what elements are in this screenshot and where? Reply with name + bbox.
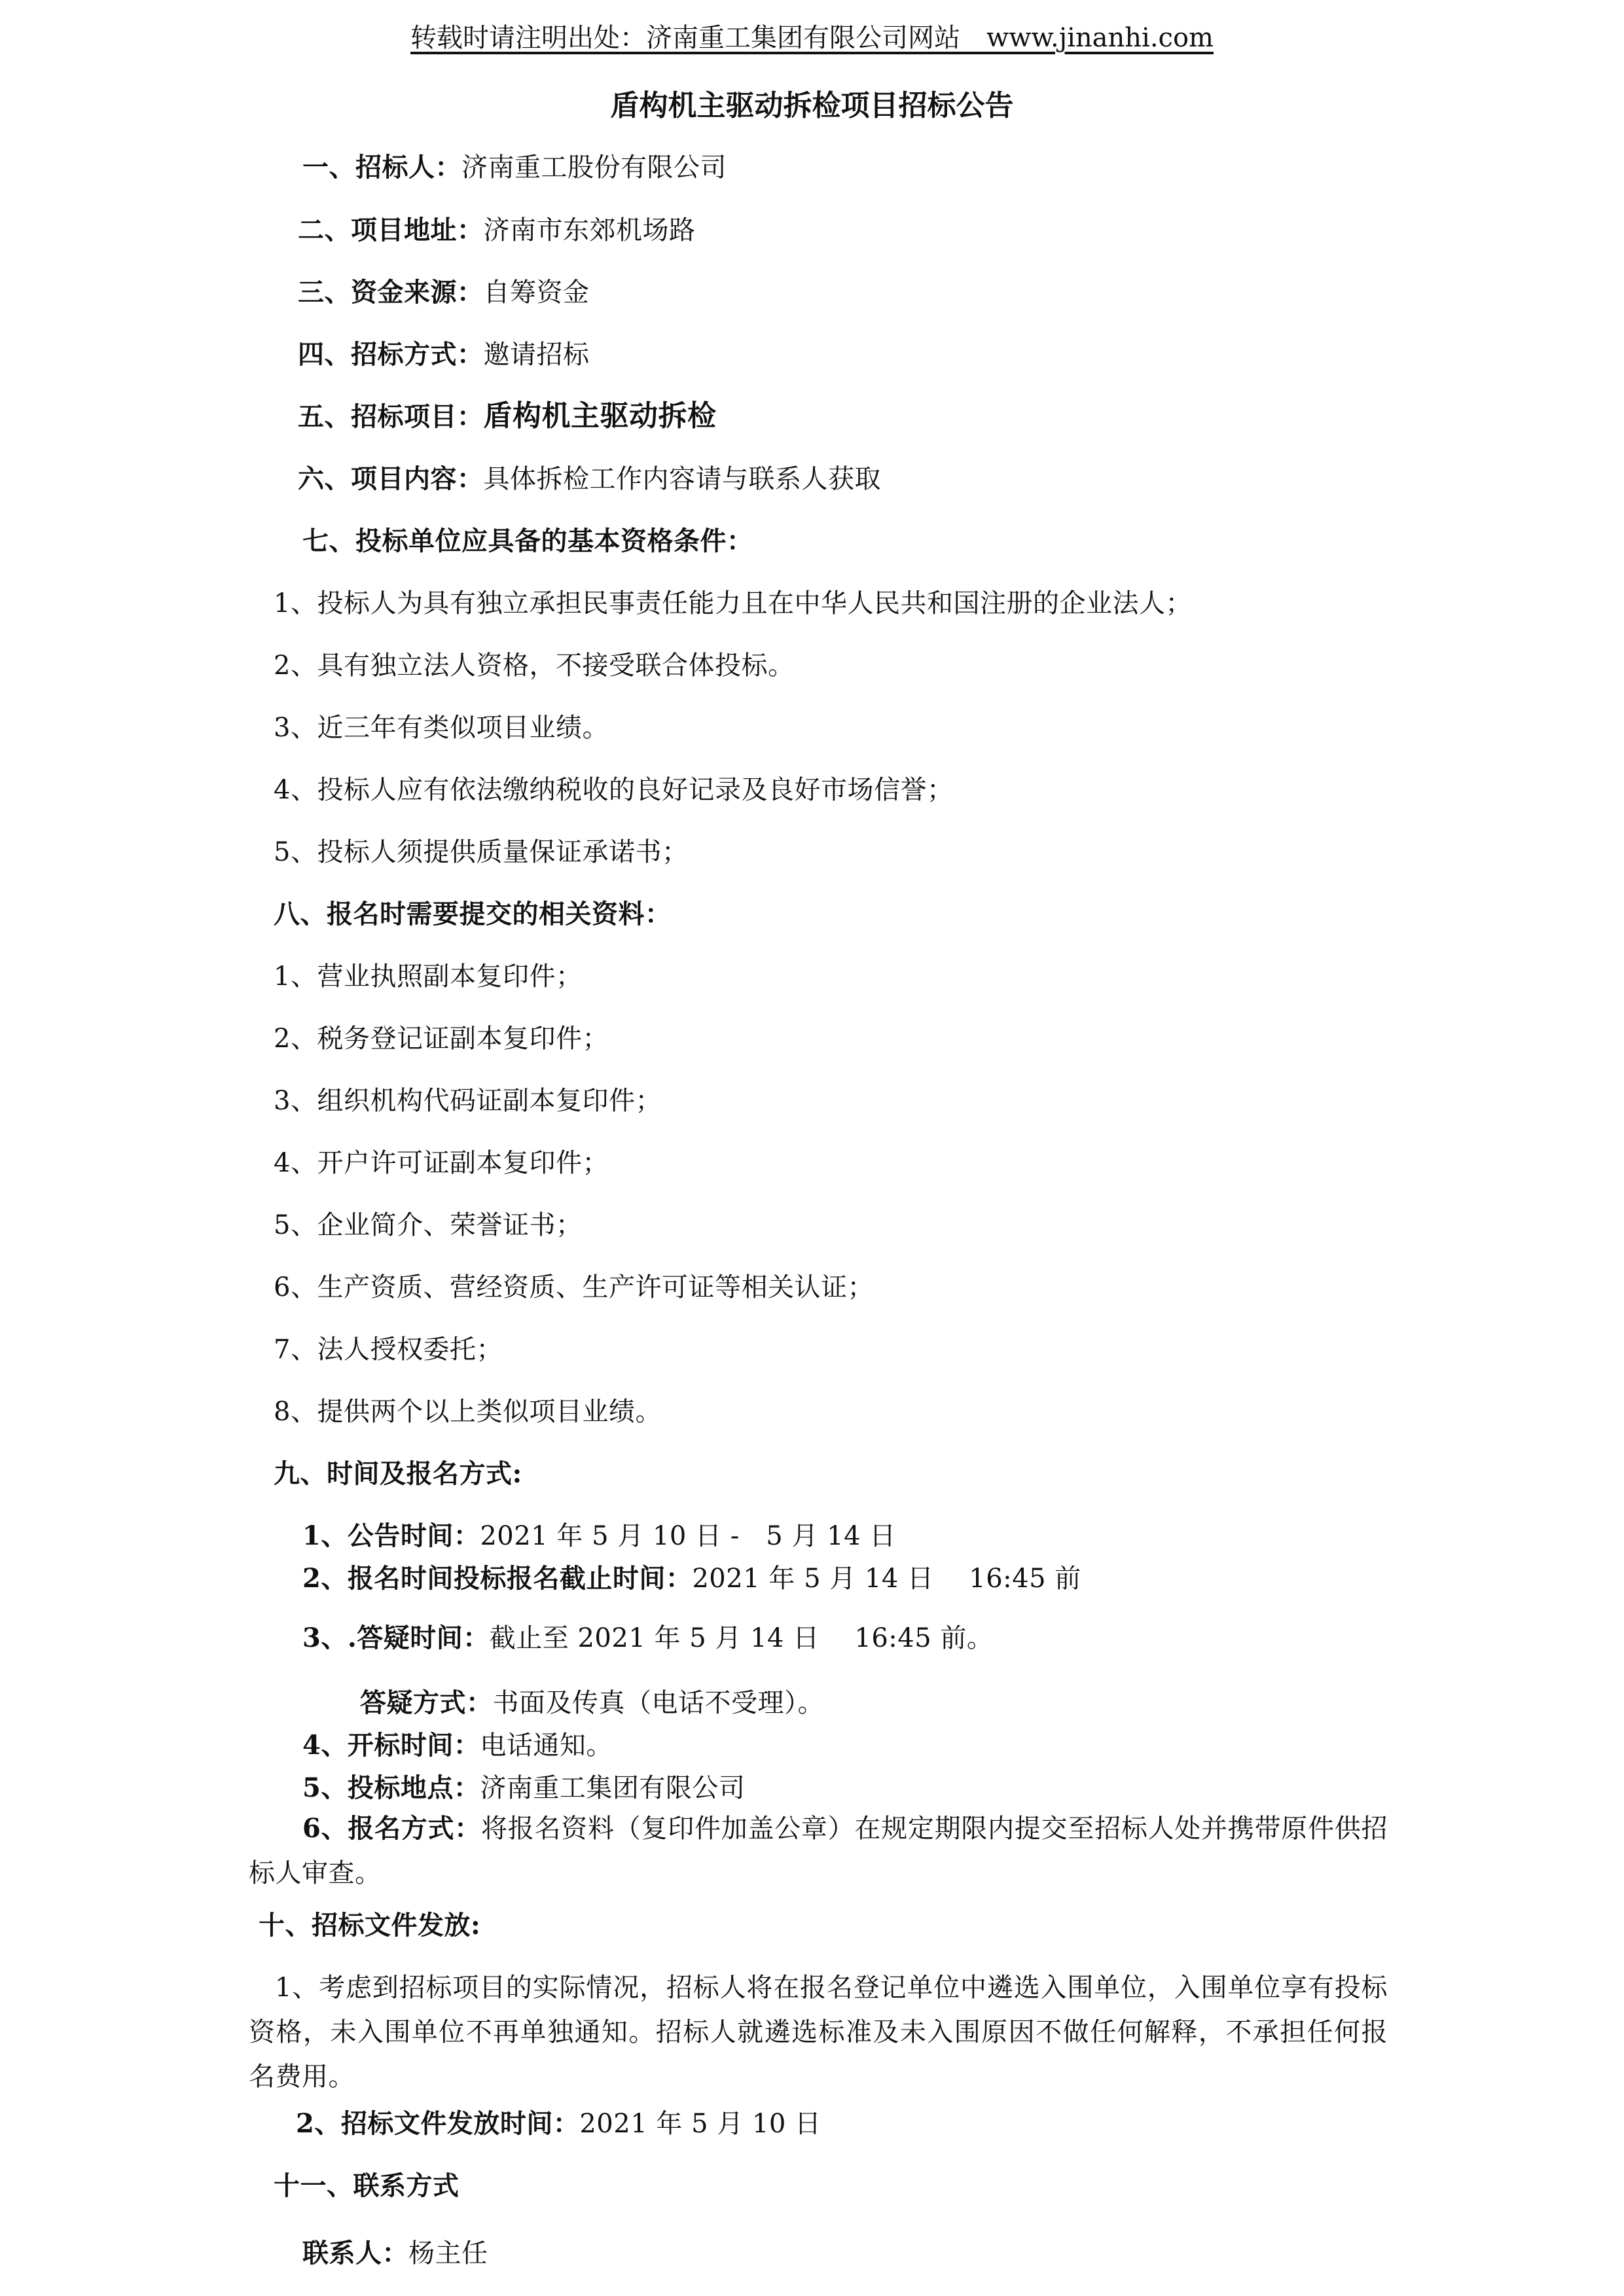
section-8-item-6: 6、生产资质、营经资质、生产许可证等相关认证； bbox=[274, 1272, 874, 1302]
section-3 bbox=[298, 279, 590, 306]
section-5-value: 盾构机主驱动拆检 bbox=[483, 399, 717, 433]
section-8-item-7: 7、法人授权委托； bbox=[274, 1335, 503, 1365]
section-2 bbox=[298, 217, 696, 243]
section-9-item-1-label: 1、公告时间： bbox=[302, 1520, 480, 1551]
section-9-item-3b-value: 书面及传真（电话不受理）。 bbox=[492, 1688, 824, 1718]
section-5-label: 五、招标项目： bbox=[298, 401, 484, 432]
section-11-heading: 十一、联系方式 bbox=[274, 2170, 460, 2201]
section-9-item-3-label: 3、.答疑时间： bbox=[302, 1623, 490, 1653]
section-1-label: 一、招标人： bbox=[302, 152, 461, 183]
section-9-item-4 bbox=[302, 1732, 613, 1759]
section-5 bbox=[298, 399, 717, 433]
section-7-item-5: 5、投标人须提供质量保证承诺书； bbox=[274, 837, 689, 867]
section-9-item-1-value: 2021 年 5 月 10 日 - 5 月 14 日 bbox=[480, 1521, 896, 1551]
section-9-item-3b bbox=[360, 1687, 824, 1718]
section-9-item-2 bbox=[302, 1563, 1081, 1594]
section-1 bbox=[302, 154, 727, 181]
section-6-label: 六、项目内容： bbox=[298, 463, 484, 494]
section-8-item-3: 3、组织机构代码证副本复印件； bbox=[274, 1086, 662, 1116]
section-11-contact bbox=[302, 2240, 488, 2267]
section-9-item-4-label: 4、开标时间： bbox=[302, 1730, 480, 1761]
section-9-item-6 bbox=[249, 1806, 1388, 1895]
section-9-item-2-label: 2、报名时间投标报名截止时间： bbox=[302, 1563, 693, 1594]
section-8-item-1: 1、营业执照副本复印件； bbox=[274, 961, 583, 992]
section-9-item-5-value: 济南重工集团有限公司 bbox=[480, 1773, 746, 1803]
section-9-item-6-label: 6、报名方式： bbox=[302, 1813, 482, 1844]
section-6 bbox=[298, 463, 881, 494]
section-10-heading: 十、招标文件发放: bbox=[259, 1910, 481, 1941]
page-header bbox=[0, 25, 1624, 51]
section-9-item-6-value: 将报名资料（复印件加盖公章）在规定期限内提交至招标人处并携带原件供招标人审查。 bbox=[249, 1814, 1388, 1888]
section-4 bbox=[298, 339, 590, 370]
section-2-label: 二、项目地址： bbox=[298, 215, 484, 245]
section-8-item-5: 5、企业简介、荣誉证书； bbox=[274, 1210, 583, 1240]
section-4-label: 四、招标方式： bbox=[298, 339, 484, 370]
section-9-item-4-value: 电话通知。 bbox=[480, 1731, 613, 1761]
contact-value: 杨主任 bbox=[408, 2238, 488, 2269]
section-4-value: 邀请招标 bbox=[483, 340, 590, 370]
section-9-item-3-value: 截止至 2021 年 5 月 14 日 16:45 前。 bbox=[489, 1623, 994, 1653]
section-10-item-2-value: 2021 年 5 月 10 日 bbox=[579, 2109, 821, 2139]
section-3-label: 三、资金来源： bbox=[298, 277, 484, 308]
section-9-item-3 bbox=[302, 1625, 993, 1651]
section-8-item-4: 4、开户许可证副本复印件； bbox=[274, 1148, 609, 1178]
section-10-item-2 bbox=[296, 2108, 821, 2139]
section-8-item-2: 2、税务登记证副本复印件； bbox=[274, 1024, 609, 1054]
contact-label: 联系人： bbox=[302, 2238, 408, 2269]
header-text: 转载时请注明出处：济南重工集团有限公司网站 www.jinanhi.com bbox=[410, 23, 1214, 53]
section-8-heading: 八、报名时需要提交的相关资料： bbox=[274, 899, 672, 929]
section-9-item-5-label: 5、投标地点： bbox=[302, 1772, 480, 1803]
section-7-item-3: 3、近三年有类似项目业绩。 bbox=[274, 713, 609, 743]
section-10-paragraph-1: 1、考虑到招标项目的实际情况，招标人将在报名登记单位中遴选入围单位，入围单位享有投标资格，未入围单位不再单独通知。招标人就遴选标准及未入围原因不做任何解释，不承担任何报名费用。 bbox=[249, 1973, 1388, 2092]
section-7-item-4: 4、投标人应有依法缴纳税收的良好记录及良好市场信誉； bbox=[274, 775, 954, 805]
section-6-value: 具体拆检工作内容请与联系人获取 bbox=[483, 464, 881, 494]
section-10-item-2-label: 2、招标文件发放时间： bbox=[296, 2108, 580, 2139]
section-7-heading: 七、投标单位应具备的基本资格条件： bbox=[302, 526, 753, 556]
section-9-item-3b-label: 答疑方式： bbox=[360, 1687, 493, 1718]
document-title: 盾构机主驱动拆检项目招标公告 bbox=[610, 89, 1014, 122]
section-9-item-2-value: 2021 年 5 月 14 日 16:45 前 bbox=[692, 1564, 1081, 1594]
section-9-item-5 bbox=[302, 1772, 746, 1803]
section-1-value: 济南重工股份有限公司 bbox=[461, 152, 727, 183]
section-9-heading: 九、时间及报名方式: bbox=[274, 1458, 522, 1489]
section-9-item-1 bbox=[302, 1520, 896, 1551]
section-2-value: 济南市东郊机场路 bbox=[483, 215, 696, 245]
section-7-item-1: 1、投标人为具有独立承担民事责任能力且在中华人民共和国注册的企业法人； bbox=[274, 588, 1192, 619]
section-8-item-8: 8、提供两个以上类似项目业绩。 bbox=[274, 1397, 662, 1427]
section-7-item-2: 2、具有独立法人资格，不接受联合体投标。 bbox=[274, 651, 795, 681]
section-3-value: 自筹资金 bbox=[483, 278, 590, 308]
